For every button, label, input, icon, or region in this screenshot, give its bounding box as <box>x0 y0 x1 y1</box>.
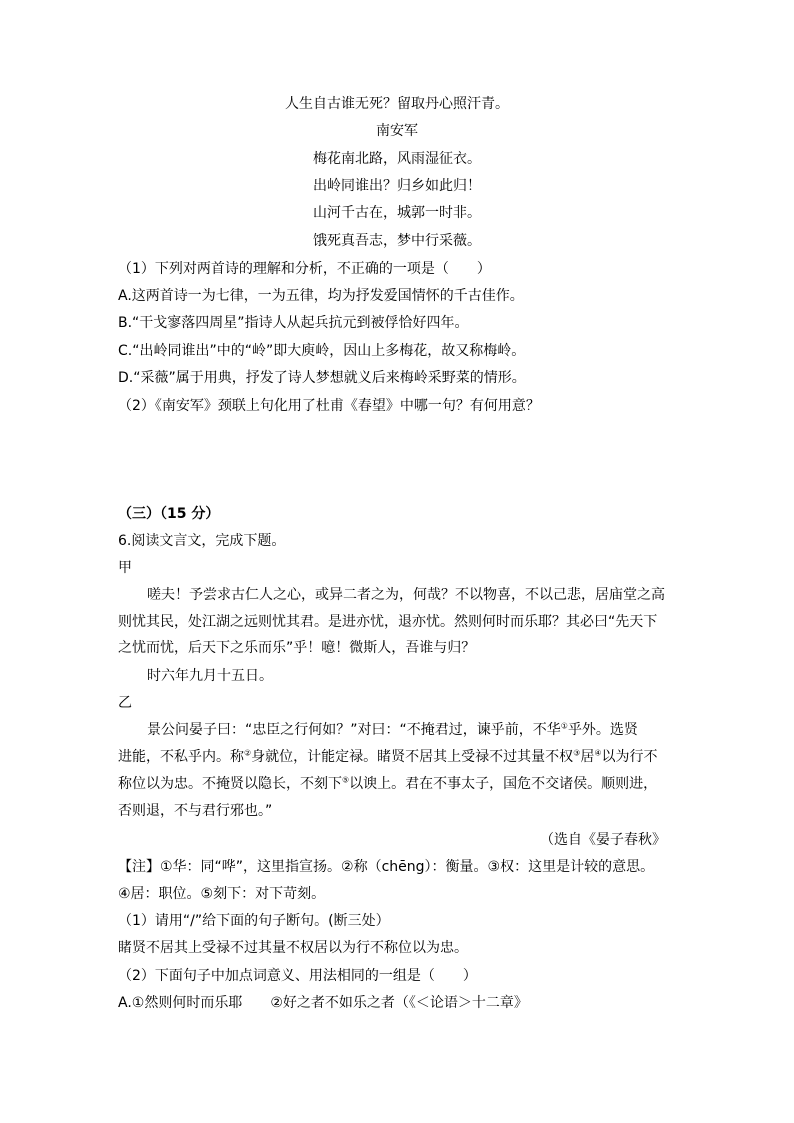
passage-jia-line: 嗟夫！予尝求古仁人之心，或异二者之为，何哉？不以物喜，不以己悲，居庙堂之高 <box>147 587 665 603</box>
text-segment: 景公问晏子曰：“忠臣之行何如？”对曰：“不掩君过，谏乎前，不华 <box>147 722 561 738</box>
footnote-marker: ⑤ <box>342 775 350 785</box>
poem-line: 山河千古在，城郭一时非。 <box>313 205 481 221</box>
option-c: C.“出岭同谁出”中的“岭”即大庾岭，因山上多梅花，故又称梅岭。 <box>118 343 526 359</box>
option-d: D.“采薇”属于用典，抒发了诗人梦想就义后来梅岭采野菜的情形。 <box>118 370 526 386</box>
annotation-note: ④居：职位。⑤刻下：对下苛刻。 <box>118 886 326 902</box>
passage-yi-line <box>118 747 658 767</box>
footnote-marker: ② <box>244 748 252 758</box>
option-b: B.“干戈寥落四周星”指诗人从起兵抗元到被俘恰好四年。 <box>118 315 469 331</box>
annotation-note: 【注】①华：同“哗”，这里指宣扬。②称（chēng）：衡量。③权：这里是计较的意思。 <box>118 859 655 875</box>
footnote-marker: ① <box>560 721 568 731</box>
option-a: A.这两首诗一为七律，一为五律，均为抒发爱国情怀的千古佳作。 <box>118 288 524 304</box>
footnote-marker: ③ <box>573 748 581 758</box>
question-2: （2）《南安军》颈联上句化用了杜甫《春望》中哪一句？有何用意？ <box>118 398 540 414</box>
poem-line: 饿死真吾志，梦中行采薇。 <box>313 233 481 249</box>
question-stem: （1）下列对两首诗的理解和分析，不正确的一项是（ ） <box>118 261 491 277</box>
passage-jia-line: 之忧而忧，后天下之乐而乐”乎！噫！微斯人，吾谁与归？ <box>118 640 476 656</box>
footnote-marker: ④ <box>594 748 602 758</box>
section-heading: （三）（15 分） <box>118 506 220 522</box>
sub-question-2: （2）下面句子中加点词意义、用法相同的一组是（ ） <box>118 968 477 984</box>
text-segment: 以谀上。君在不事太子，国危不交诸侯。顺则进， <box>349 776 658 792</box>
passage-jia-date: 时六年九月十五日。 <box>147 668 273 684</box>
passage-yi-line <box>147 720 638 740</box>
text-segment: 进能，不私乎内。称 <box>118 749 244 765</box>
passage-label-yi: 乙 <box>118 695 132 711</box>
text-segment: 身就位，计能定禄。睹贤不居其上受禄不过其量不权 <box>251 749 574 765</box>
poem-line: 梅花南北路，风雨湿征衣。 <box>313 151 481 167</box>
question-6: 6.阅读文言文，完成下题。 <box>118 533 286 549</box>
sub-question-2-option-a: A.①然则何时而乐耶 ②好之者不如乐之者（《＜论语＞十二章》 <box>118 995 528 1011</box>
sub-question-1: （1）请用“/”给下面的句子断句。(断三处） <box>118 913 390 929</box>
poem-title: 南安军 <box>376 123 418 139</box>
passage-source: （选自《晏子春秋》 <box>540 832 666 848</box>
text-segment: 以为行不 <box>601 749 658 765</box>
passage-label-jia: 甲 <box>118 560 132 576</box>
passage-yi-line: 否则退，不与君行邪也。” <box>118 803 273 819</box>
text-segment: 称位以为忠。不掩贤以隐长，不刻下 <box>118 776 342 792</box>
poem-line: 出岭同谁出？归乡如此归！ <box>313 178 481 194</box>
passage-yi-line <box>118 774 657 794</box>
passage-jia-line: 则忧其民，处江湖之远则忧其君。是进亦忧，退亦忧。然则何时而乐耶？其必曰“先天下 <box>118 614 658 630</box>
sub-question-1-sentence: 睹贤不居其上受禄不过其量不权居以为行不称位以为忠。 <box>118 940 468 956</box>
text-segment: 乎外。选贤 <box>567 722 638 738</box>
text-segment: 居 <box>580 749 595 765</box>
poem-tail-line: 人生自古谁无死？留取丹心照汗青。 <box>285 96 509 112</box>
